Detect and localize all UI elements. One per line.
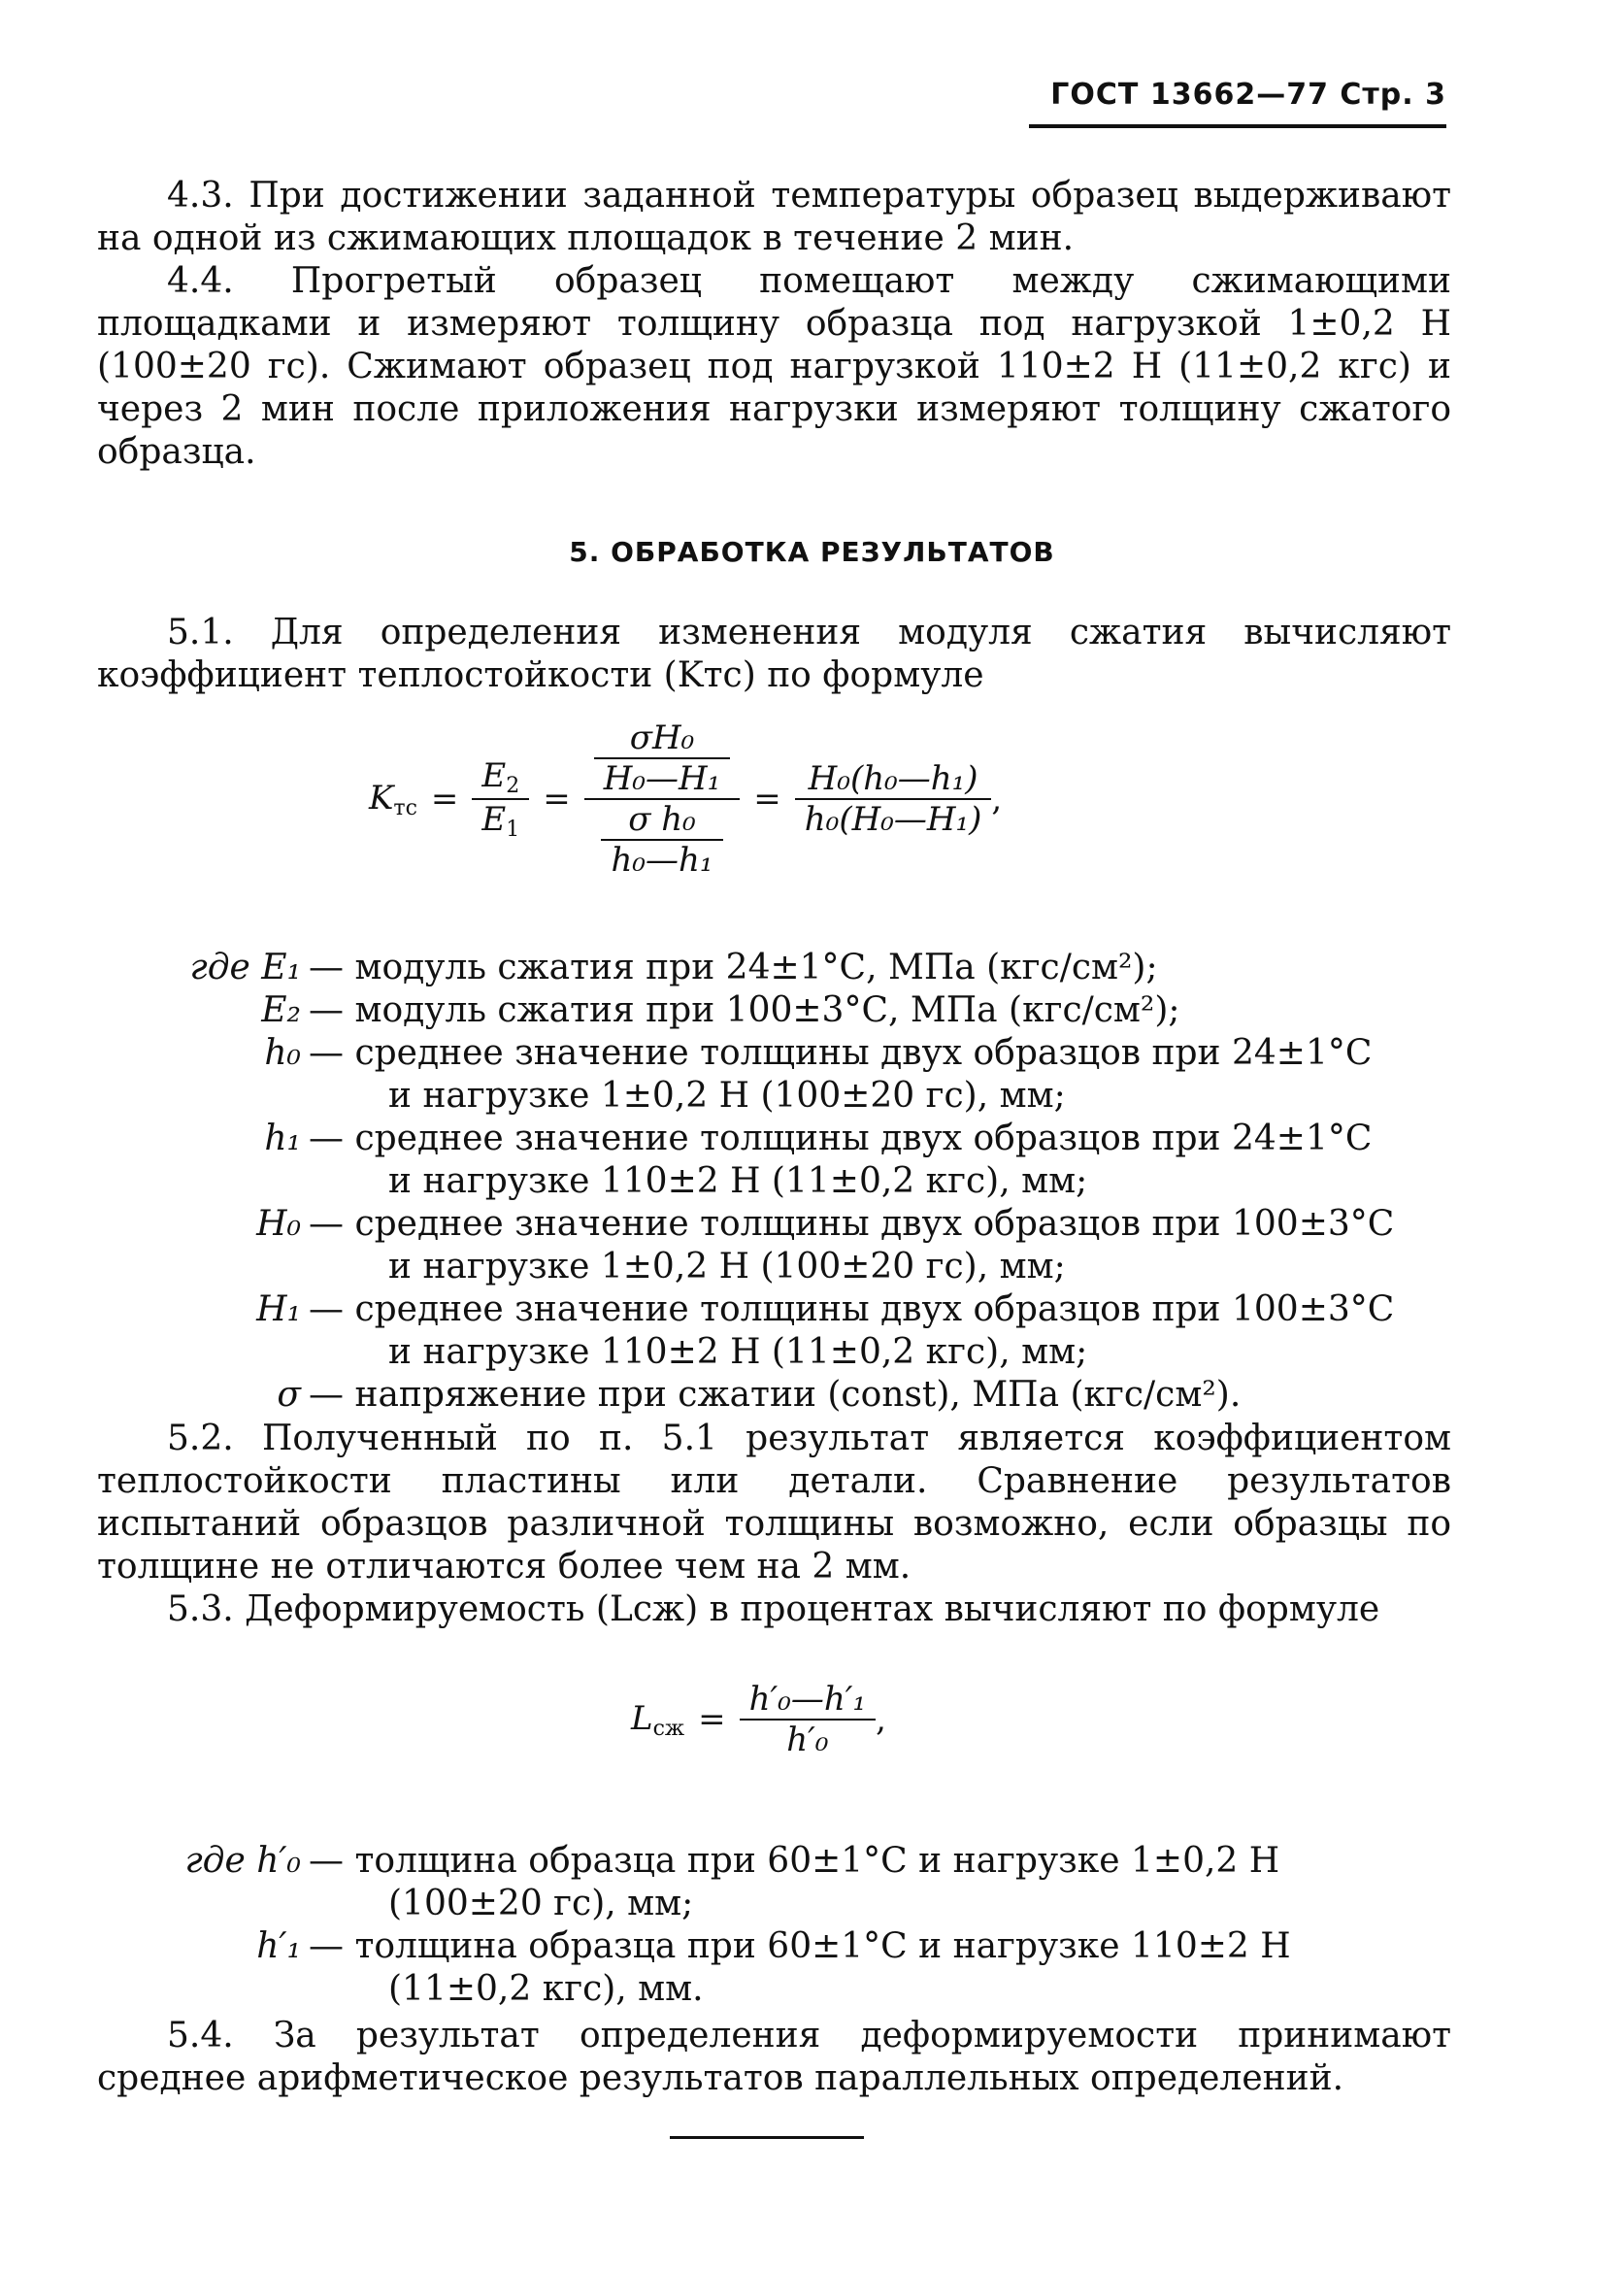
formula2-tail: , bbox=[876, 1700, 886, 1739]
definitions-2 bbox=[97, 1840, 1456, 2011]
definition-row bbox=[97, 989, 1456, 1032]
definition-symbol: h₀ bbox=[264, 1033, 301, 1073]
definition-text: — толщина образца при 60±1°С и нагрузке 1±0,2 Н bbox=[309, 1841, 1280, 1881]
definition-text: — модуль сжатия при 24±1°С, МПа (кгс/см²); bbox=[309, 948, 1158, 987]
paragraph-4-4: 4.4. Прогретый образец помещают между сжимающими площадками и измеряют толщину образца под нагрузкой 1±0,2 Н (100±20 гс). Сжимают образец под нагрузкой 110±2 Н (11±0,2 кгс) и через 2 мин после приложения нагрузки измеряют толщину сжатого образца. bbox=[97, 261, 1451, 472]
formula2-lhs: $L_{сж}$ bbox=[631, 1698, 685, 1741]
definition-symbol: h′₁ bbox=[256, 1926, 301, 1966]
definition-row bbox=[97, 947, 1456, 989]
definition-symbol: σ bbox=[277, 1375, 301, 1415]
paragraph-5-1-block bbox=[97, 612, 1451, 697]
definition-continuation: и нагрузке 110±2 Н (11±0,2 кгс), мм; bbox=[388, 1161, 1088, 1201]
definition-row bbox=[97, 1118, 1456, 1160]
paragraph-4-3-block bbox=[97, 175, 1451, 474]
definition-row bbox=[97, 1203, 1456, 1246]
definition-continuation: (11±0,2 кгс), мм. bbox=[388, 1969, 704, 2009]
definition-symbol: H₁ bbox=[256, 1289, 301, 1329]
definition-row bbox=[97, 1032, 1456, 1075]
formula-deformability bbox=[631, 1680, 886, 1759]
paragraph-5-2-block bbox=[97, 1418, 1451, 1631]
paragraph-4-3: 4.3. При достижении заданной температуры образец выдерживают на одной из сжимающих площадок в течение 2 мин. bbox=[97, 176, 1451, 258]
paragraph-5-1: 5.1. Для определения изменения модуля сжатия вычисляют коэффициент теплостойкости (Kтс) по формуле bbox=[97, 613, 1451, 695]
definition-text: — напряжение при сжатии (const), МПа (кгс/см²). bbox=[309, 1375, 1242, 1415]
definition-continuation: и нагрузке 1±0,2 Н (100±20 гс), мм; bbox=[388, 1247, 1066, 1286]
definition-row bbox=[97, 1374, 1456, 1417]
definition-symbol: h₁ bbox=[264, 1119, 301, 1158]
formula1-lhs: $K_{тс}$ bbox=[369, 778, 417, 820]
definition-text: — среднее значение толщины двух образцов при 100±3°С bbox=[309, 1289, 1395, 1329]
formula1-eq-1: = bbox=[430, 780, 459, 819]
definition-symbol: H₀ bbox=[256, 1204, 301, 1244]
header-rule bbox=[1029, 124, 1446, 128]
definition-row bbox=[97, 1288, 1456, 1331]
paragraph-5-4: 5.4. За результат определения деформируемости принимают среднее арифметическое результатов параллельных определений. bbox=[97, 2016, 1451, 2098]
formula2-eq: = bbox=[698, 1700, 726, 1739]
paragraph-5-3: 5.3. Деформируемость (Lсж) в процентах вычисляют по формуле bbox=[167, 1589, 1380, 1629]
formula2-frac: $\frac{\text{h′₀—h′₁}}{\text{h′₀}}$ bbox=[740, 1680, 877, 1759]
formula-heat-resistance bbox=[369, 718, 1002, 880]
definition-continuation: (100±20 гс), мм; bbox=[388, 1884, 694, 1923]
page-header: ГОСТ 13662—77 Стр. 3 bbox=[1050, 78, 1446, 112]
end-rule bbox=[670, 2136, 864, 2139]
definition-text: — среднее значение толщины двух образцов при 24±1°С bbox=[309, 1119, 1373, 1158]
definition-text: — модуль сжатия при 100±3°С, МПа (кгс/см²); bbox=[309, 990, 1180, 1030]
definition-symbol: E₂ bbox=[261, 990, 301, 1030]
definition-text: — толщина образца при 60±1°С и нагрузке 110±2 Н bbox=[309, 1926, 1291, 1966]
formula1-frac-result: $\frac{\text{H₀(h₀—h₁)}}{\text{h₀(H₀—H₁)}}$ bbox=[795, 759, 992, 839]
definition-text: — среднее значение толщины двух образцов при 100±3°С bbox=[309, 1204, 1395, 1244]
definition-symbol: где h′₀ bbox=[184, 1841, 301, 1881]
formula1-tail: , bbox=[991, 780, 1003, 819]
paragraph-5-4-block bbox=[97, 2015, 1451, 2100]
formula1-eq-3: = bbox=[753, 780, 781, 819]
definitions-1 bbox=[97, 947, 1456, 1417]
definition-continuation: и нагрузке 1±0,2 Н (100±20 гс), мм; bbox=[388, 1076, 1066, 1116]
formula1-eq-2: = bbox=[543, 780, 571, 819]
definition-row bbox=[97, 1840, 1456, 1883]
definition-continuation: и нагрузке 110±2 Н (11±0,2 кгс), мм; bbox=[388, 1332, 1088, 1372]
formula1-frac-compound: $\frac{\frac{\text{σH₀}}{\text{H₀—H₁}}}{\frac{\text{σ h₀}}{\text{h₀—h₁}}}$ bbox=[584, 718, 741, 880]
definition-symbol: где E₁ bbox=[189, 948, 301, 987]
formula1-frac-e: $\frac{E_2}{E_1}$ bbox=[472, 756, 529, 842]
paragraph-5-2: 5.2. Полученный по п. 5.1 результат является коэффициентом теплостойкости пластины или детали. Сравнение результатов испытаний образцов различной толщины возможно, если образцы по толщине не отличаются более чем на 2 мм. bbox=[97, 1419, 1451, 1587]
definition-row bbox=[97, 1925, 1456, 1968]
definition-text: — среднее значение толщины двух образцов при 24±1°С bbox=[309, 1033, 1373, 1073]
section-title: 5. ОБРАБОТКА РЕЗУЛЬТАТОВ bbox=[569, 536, 1055, 568]
